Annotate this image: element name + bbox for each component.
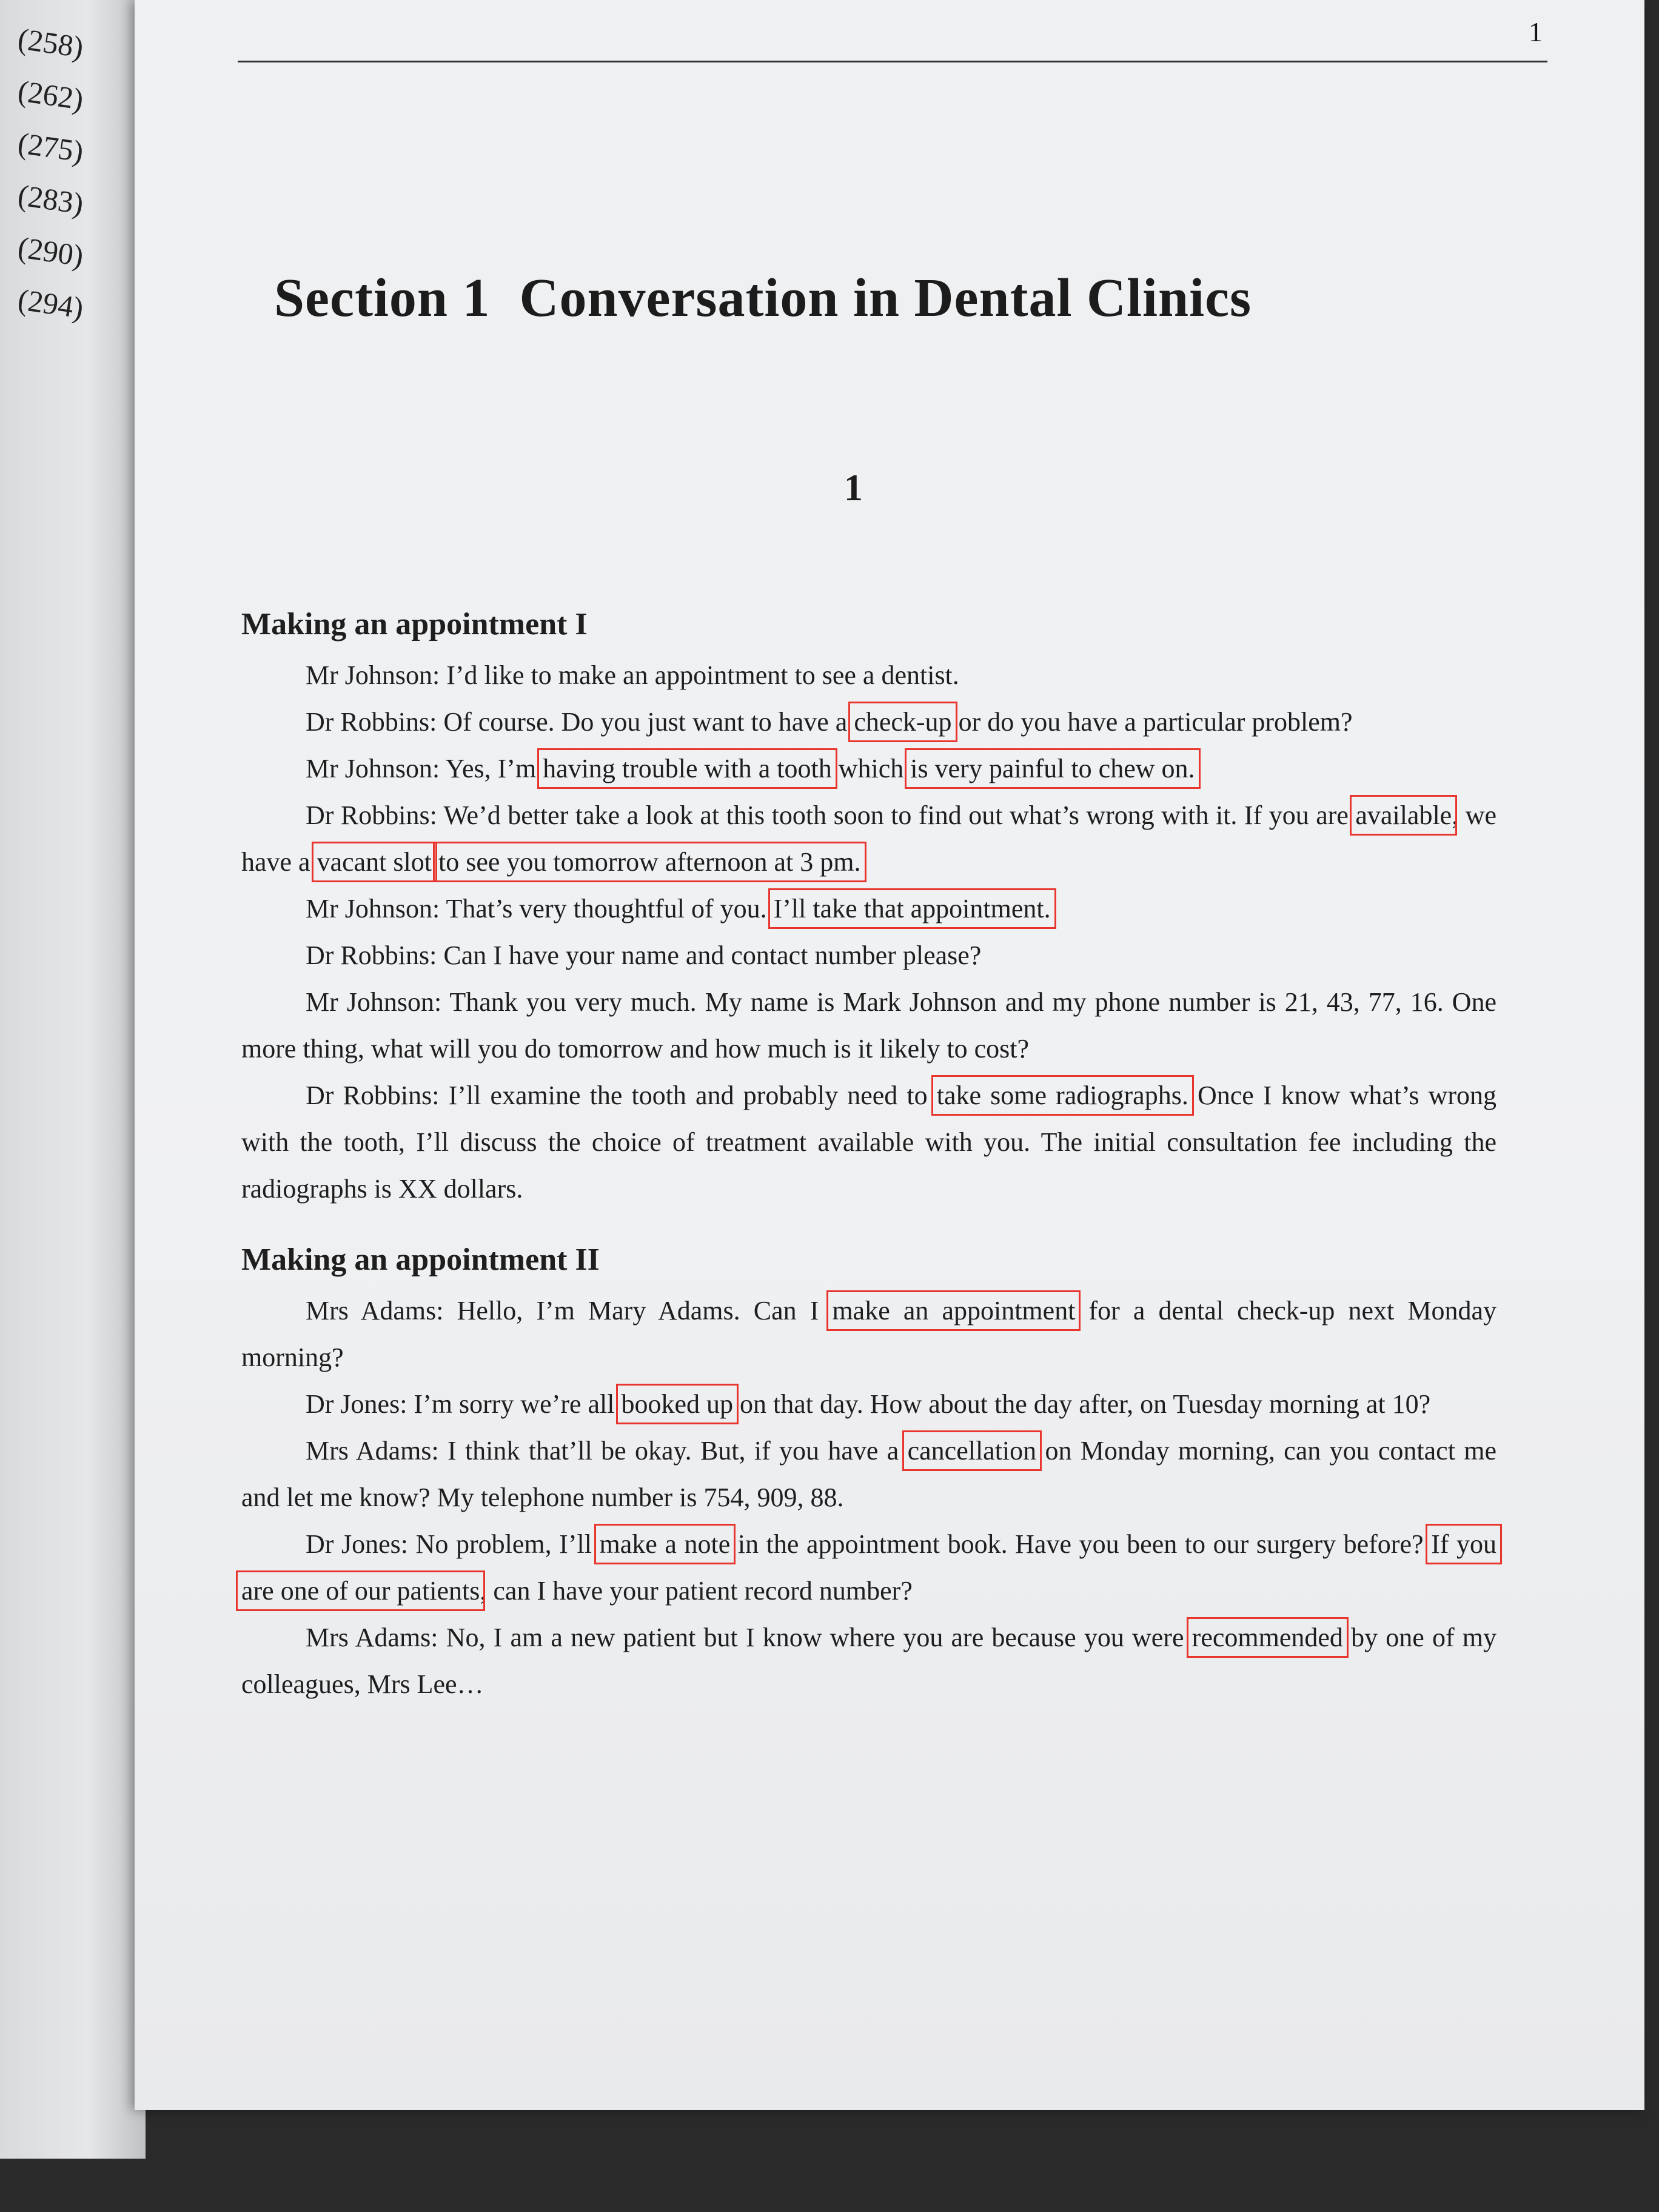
highlighted-phrase: recommended — [1191, 1623, 1343, 1652]
unit-number: 1 — [844, 468, 863, 509]
dialogue-text: Dr Jones: No problem, I’ll — [306, 1529, 600, 1559]
toc-number: (294) — [16, 282, 86, 325]
section-heading: Conversation in Dental Clinics — [519, 268, 1252, 328]
highlighted-phrase: to see you tomorrow afternoon at 3 pm. — [438, 847, 861, 877]
dialogue-text: Mr Johnson: Thank you very much. My name is Mark Johnson and my phone number is 21, 43, 77, 16. One more thing, what will you do tomorrow and how much is it likely to cost? — [241, 987, 1496, 1064]
highlighted-phrase: vacant slot — [317, 847, 432, 877]
dialogue-text: Mr Johnson: That’s very thoughtful of you. — [306, 894, 774, 923]
toc-number: (262) — [16, 73, 86, 116]
dialogue-text: which — [831, 754, 911, 783]
dialogue-line — [241, 652, 1496, 699]
toc-number: (275) — [16, 126, 86, 169]
highlighted-phrase: is very painful to chew on. — [910, 754, 1195, 783]
highlighted-phrase: make a note — [599, 1529, 731, 1559]
toc-number: (290) — [16, 230, 86, 273]
heading-appointment-2: Making an appointment II — [241, 1242, 600, 1277]
highlighted-phrase: If you are one of our patients — [241, 1529, 1496, 1606]
page-number: 1 — [1529, 16, 1543, 47]
dialogue-appointment-2 — [241, 1287, 1496, 1708]
dialogue-text: , can I have your patient record number? — [480, 1576, 913, 1606]
toc-page-numbers — [18, 12, 84, 325]
dialogue-text: Dr Robbins: I’ll examine the tooth and probably need to — [306, 1081, 937, 1110]
toc-number: (258) — [16, 21, 86, 64]
dialogue-text: Mrs Adams: Hello, I’m Mary Adams. Can I — [306, 1296, 833, 1326]
toc-number: (283) — [16, 178, 86, 221]
dialogue-text: , we have a — [241, 800, 1496, 877]
dialogue-line — [241, 885, 1496, 932]
highlighted-phrase: having trouble with a tooth — [543, 754, 832, 783]
page-content — [241, 597, 1496, 1708]
dialogue-line — [241, 932, 1496, 979]
dialogue-text — [432, 847, 438, 877]
highlighted-phrase: available — [1355, 800, 1452, 830]
section-title — [274, 267, 1252, 329]
dialogue-text: Dr Robbins: Of course. Do you just want to have a — [306, 707, 854, 737]
dialogue-text: Mrs Adams: No, I am a new patient but I know where you are because you were — [306, 1623, 1192, 1652]
highlighted-phrase: take some radiographs. — [936, 1081, 1188, 1110]
dialogue-text: for a dental check-up next Monday morning? — [241, 1296, 1496, 1372]
dialogue-line — [241, 792, 1496, 885]
highlighted-phrase: I’ll take that appointment. — [773, 894, 1051, 923]
dialogue-line — [241, 1427, 1496, 1521]
section-label: Section 1 — [274, 268, 491, 328]
dialogue-line — [241, 1381, 1496, 1427]
heading-appointment-1: Making an appointment I — [241, 607, 588, 642]
dialogue-line — [241, 979, 1496, 1072]
dialogue-line — [241, 745, 1496, 792]
dialogue-line — [241, 1072, 1496, 1212]
highlighted-phrase: cancellation — [907, 1436, 1037, 1466]
dialogue-text: on that day. How about the day after, on Tuesday morning at 10? — [733, 1389, 1431, 1419]
dialogue-text: by one of my colleagues, Mrs Lee… — [241, 1623, 1497, 1699]
dialogue-text: in the appointment book. Have you been to our surgery before? — [730, 1529, 1432, 1559]
highlighted-phrase: booked up — [621, 1389, 734, 1419]
dialogue-appointment-1 — [241, 652, 1496, 1212]
dialogue-text: Dr Jones: I’m sorry we’re all — [306, 1389, 622, 1419]
dialogue-text: Dr Robbins: Can I have your name and contact number please? — [306, 940, 982, 970]
book-page — [135, 0, 1644, 2110]
dialogue-text: Dr Robbins: We’d better take a look at this tooth soon to find out what’s wrong with it. If you are — [306, 800, 1356, 830]
previous-page-edge — [0, 0, 146, 2159]
dialogue-line — [241, 699, 1496, 745]
dialogue-text: Mr Johnson: I’d like to make an appointment to see a dentist. — [306, 660, 959, 690]
dialogue-text: Once I know what’s wrong with the tooth, I’ll discuss the choice of treatment available with you. The initial consultation fee including the radiographs is XX dollars. — [241, 1081, 1496, 1204]
dialogue-line — [241, 1287, 1496, 1381]
dialogue-line — [241, 1521, 1496, 1614]
dialogue-line — [241, 1614, 1496, 1708]
highlighted-phrase: make an appointment — [832, 1296, 1076, 1326]
header-rule — [238, 61, 1547, 62]
highlighted-phrase: check-up — [854, 707, 952, 737]
dialogue-text: Mrs Adams: I think that’ll be okay. But, if you have a — [306, 1436, 908, 1466]
dialogue-text: on Monday morning, can you contact me and let me know? My telephone number is 754, 909, 88. — [241, 1436, 1496, 1512]
dialogue-text: or do you have a particular problem? — [951, 707, 1353, 737]
dialogue-text: Mr Johnson: Yes, I’m — [306, 754, 543, 783]
